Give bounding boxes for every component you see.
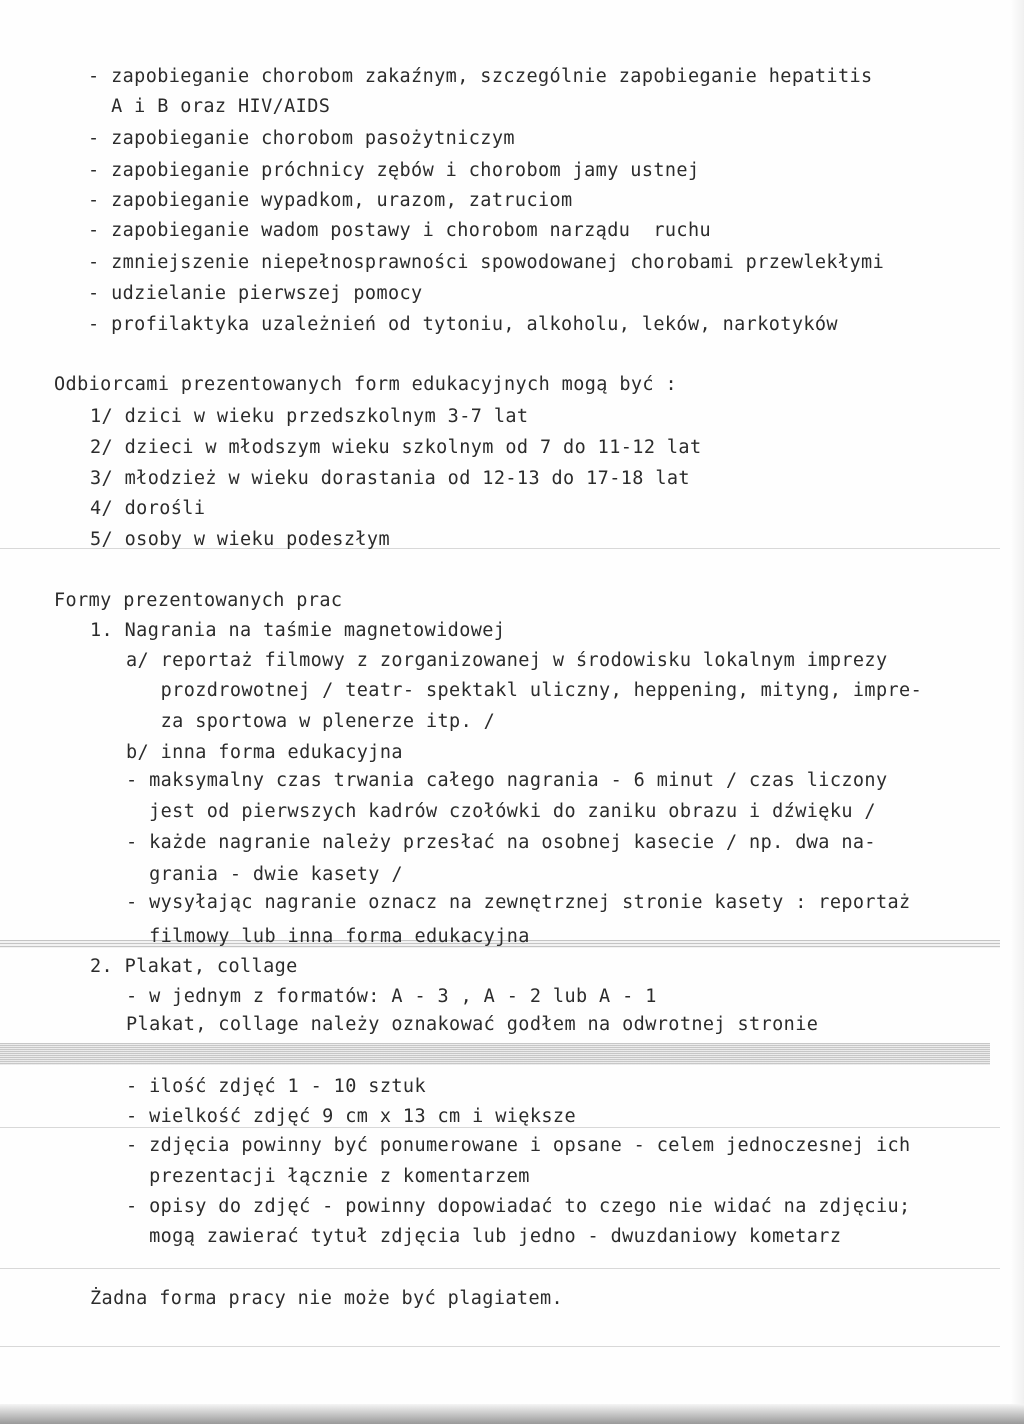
forms-video-a: a/ reportaż filmowy z zorganizowanej w środowisku lokalnym imprezy xyxy=(126,650,888,671)
forms-video-rule: jest od pierwszych kadrów czołówki do zaniku obrazu i dźwięku / xyxy=(126,801,876,822)
forms-item-poster: 2. Plakat, collage xyxy=(90,956,298,977)
forms-video-b: b/ inna forma edukacyjna xyxy=(126,742,403,763)
photo-rule: - ilość zdjęć 1 - 10 sztuk xyxy=(126,1076,426,1097)
forms-poster-line: Plakat, collage należy oznakować godłem na odwrotnej stronie xyxy=(126,1014,819,1035)
topic-line: - zapobieganie wypadkom, urazom, zatruciom xyxy=(88,190,573,211)
recipient-item: 2/ dzieci w młodszym wieku szkolnym od 7 do 11-12 lat xyxy=(90,437,702,458)
recipients-heading: Odbiorcami prezentowanych form edukacyjnych mogą być : xyxy=(54,374,678,395)
forms-video-a: prozdrowotnej / teatr- spektakl uliczny, heppening, mityng, impre- xyxy=(126,680,923,701)
topic-line: - udzielanie pierwszej pomocy xyxy=(88,283,423,304)
photo-rule: - wielkość zdjęć 9 cm x 13 cm i większe xyxy=(126,1106,576,1127)
forms-video-rule: grania - dwie kasety / xyxy=(126,864,403,885)
photo-rule: - zdjęcia powinny być ponumerowane i opsane - celem jednoczesnej ich xyxy=(126,1135,911,1156)
topic-line: - zapobieganie wadom postawy i chorobom narządu ruchu xyxy=(88,220,712,241)
topic-line: - zapobieganie chorobom zakaźnym, szczególnie zapobieganie hepatitis xyxy=(88,66,873,87)
photo-rule: prezentacji łącznie z komentarzem xyxy=(126,1166,530,1187)
topic-line: - zapobieganie próchnicy zębów i chorobom jamy ustnej xyxy=(88,160,700,181)
photo-rule: mogą zawierać tytuł zdjęcia lub jedno - dwuzdaniowy kometarz xyxy=(126,1226,842,1247)
forms-video-rule: filmowy lub inna forma edukacyjna xyxy=(126,926,530,947)
recipient-item: 4/ dorośli xyxy=(90,498,206,519)
closing-statement: Żadna forma pracy nie może być plagiatem. xyxy=(90,1288,564,1309)
recipient-item: 1/ dzici w wieku przedszkolnym 3-7 lat xyxy=(90,406,529,427)
topic-line: A i B oraz HIV/AIDS xyxy=(88,96,331,117)
scan-rule xyxy=(0,1346,1000,1347)
forms-video-rule: - maksymalny czas trwania całego nagrania - 6 minut / czas liczony xyxy=(126,770,888,791)
forms-video-rule: - wysyłając nagranie oznacz na zewnętrznej stronie kasety : reportaż xyxy=(126,892,911,913)
scan-rule xyxy=(0,1268,1000,1269)
recipient-item: 3/ młodzież w wieku dorastania od 12-13 do 17-18 lat xyxy=(90,468,690,489)
forms-video-a: za sportowa w plenerze itp. / xyxy=(126,711,496,732)
forms-poster-line: - w jednym z formatów: A - 3 , A - 2 lub A - 1 xyxy=(126,986,657,1007)
topic-line: - profilaktyka uzależnień od tytoniu, alkoholu, leków, narkotyków xyxy=(88,314,838,335)
forms-item-video: 1. Nagrania na taśmie magnetowidowej xyxy=(90,620,506,641)
scan-artifact xyxy=(0,1043,990,1065)
topic-line: - zapobieganie chorobom pasożytniczym xyxy=(88,128,515,149)
forms-heading: Formy prezentowanych prac xyxy=(54,590,343,611)
page-edge xyxy=(1010,0,1024,1424)
photo-rule: - opisy do zdjęć - powinny dopowiadać to czego nie widać na zdjęciu; xyxy=(126,1196,911,1217)
recipient-item: 5/ osoby w wieku podeszłym xyxy=(90,529,390,550)
scan-bottom-edge xyxy=(0,1404,1024,1424)
topic-line: - zmniejszenie niepełnosprawności spowodowanej chorobami przewlekłymi xyxy=(88,252,885,273)
forms-video-rule: - każde nagranie należy przesłać na osobnej kasecie / np. dwa na- xyxy=(126,832,876,853)
